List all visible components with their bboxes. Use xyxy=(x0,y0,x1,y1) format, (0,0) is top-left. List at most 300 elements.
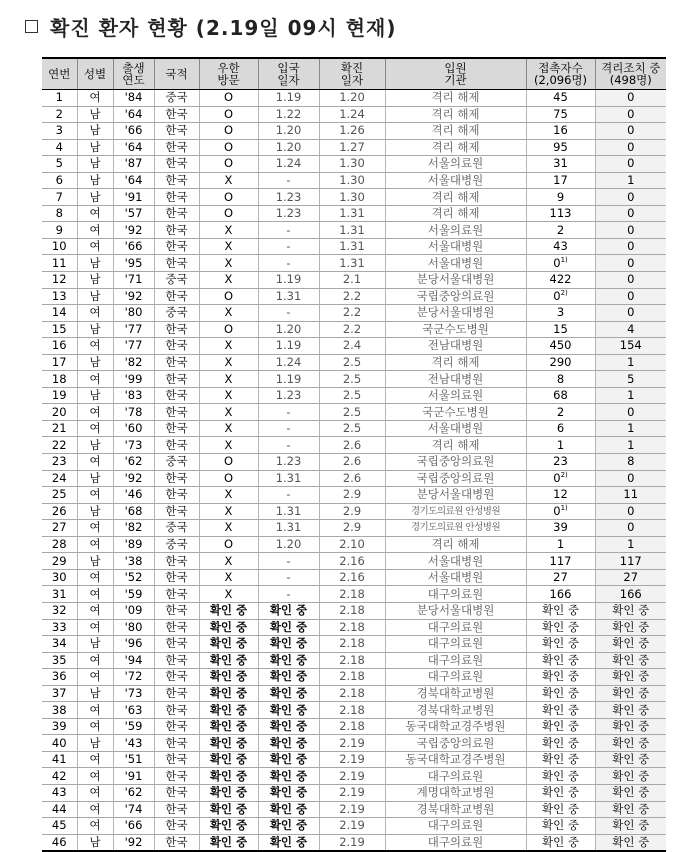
cell-no: 26 xyxy=(42,503,77,520)
cell-entry-date: 1.20 xyxy=(258,321,319,338)
cell-wuhan-visit: X xyxy=(199,172,258,189)
cell-birth-year: '68 xyxy=(113,503,154,520)
cell-entry-date: 1.31 xyxy=(258,520,319,537)
cell-no: 20 xyxy=(42,404,77,421)
cell-contacts: 확인 중 xyxy=(526,784,595,801)
cell-confirm-date: 2.9 xyxy=(319,520,385,537)
cell-hospital: 대구의료원 xyxy=(385,619,526,636)
cell-no: 46 xyxy=(42,834,77,851)
cell-no: 29 xyxy=(42,553,77,570)
table-row xyxy=(42,371,666,388)
cell-sex: 여 xyxy=(77,652,113,669)
cell-no: 37 xyxy=(42,685,77,702)
cell-birth-year: '87 xyxy=(113,156,154,173)
cell-nationality: 한국 xyxy=(154,437,199,454)
cell-contacts: 확인 중 xyxy=(526,636,595,653)
cell-hospital: 경북대학교병원 xyxy=(385,685,526,702)
cell-entry-date: 확인 중 xyxy=(258,619,319,636)
cell-no: 5 xyxy=(42,156,77,173)
cell-no: 11 xyxy=(42,255,77,272)
cell-contacts: 확인 중 xyxy=(526,801,595,818)
cell-confirm-date: 2.5 xyxy=(319,371,385,388)
cell-isolated: 0 xyxy=(595,305,666,322)
cell-contacts: 43 xyxy=(526,238,595,255)
cell-birth-year: '73 xyxy=(113,437,154,454)
cell-confirm-date: 1.30 xyxy=(319,172,385,189)
cell-birth-year: '91 xyxy=(113,189,154,206)
cell-nationality: 한국 xyxy=(154,834,199,851)
cell-hospital: 동국대학교경주병원 xyxy=(385,751,526,768)
cell-wuhan-visit: X xyxy=(199,272,258,289)
cell-wuhan-visit: O xyxy=(199,189,258,206)
cell-wuhan-visit: O xyxy=(199,321,258,338)
header-cell: 우한 방문 xyxy=(199,58,258,90)
cell-confirm-date: 2.18 xyxy=(319,619,385,636)
cell-sex: 남 xyxy=(77,106,113,123)
cell-birth-year: '64 xyxy=(113,172,154,189)
cell-birth-year: '99 xyxy=(113,371,154,388)
cell-wuhan-visit: X xyxy=(199,387,258,404)
cell-hospital: 분당서울대병원 xyxy=(385,487,526,504)
cell-wuhan-visit: O xyxy=(199,536,258,553)
table-row xyxy=(42,354,666,371)
cell-contacts: 2 xyxy=(526,404,595,421)
table-row xyxy=(42,536,666,553)
table-row xyxy=(42,437,666,454)
cell-confirm-date: 2.5 xyxy=(319,420,385,437)
cell-contacts: 290 xyxy=(526,354,595,371)
cell-nationality: 한국 xyxy=(154,784,199,801)
cell-no: 1 xyxy=(42,90,77,107)
cell-nationality: 한국 xyxy=(154,503,199,520)
cell-nationality: 한국 xyxy=(154,106,199,123)
table-row xyxy=(42,156,666,173)
cell-isolated: 0 xyxy=(595,189,666,206)
cell-no: 36 xyxy=(42,669,77,686)
cell-isolated: 0 xyxy=(595,255,666,272)
cell-contacts: 6 xyxy=(526,420,595,437)
cell-nationality: 한국 xyxy=(154,602,199,619)
cell-entry-date: 확인 중 xyxy=(258,669,319,686)
cell-sex: 남 xyxy=(77,288,113,305)
cell-nationality: 중국 xyxy=(154,272,199,289)
cell-entry-date: 확인 중 xyxy=(258,801,319,818)
cell-no: 27 xyxy=(42,520,77,537)
patient-table xyxy=(42,57,666,852)
table-row xyxy=(42,669,666,686)
cell-entry-date: 1.19 xyxy=(258,90,319,107)
cell-entry-date: 확인 중 xyxy=(258,818,319,835)
cell-isolated: 확인 중 xyxy=(595,768,666,785)
cell-birth-year: '92 xyxy=(113,834,154,851)
cell-nationality: 한국 xyxy=(154,619,199,636)
cell-hospital: 경북대학교병원 xyxy=(385,702,526,719)
cell-birth-year: '57 xyxy=(113,205,154,222)
cell-entry-date: - xyxy=(258,305,319,322)
cell-confirm-date: 2.5 xyxy=(319,404,385,421)
cell-isolated: 0 xyxy=(595,156,666,173)
cell-nationality: 한국 xyxy=(154,487,199,504)
cell-isolated: 1 xyxy=(595,536,666,553)
header-cell: 성별 xyxy=(77,58,113,90)
table-row xyxy=(42,321,666,338)
cell-wuhan-visit: 확인 중 xyxy=(199,784,258,801)
cell-wuhan-visit: O xyxy=(199,288,258,305)
table-row xyxy=(42,272,666,289)
cell-hospital: 서울대병원 xyxy=(385,172,526,189)
cell-contacts: 95 xyxy=(526,139,595,156)
cell-no: 7 xyxy=(42,189,77,206)
cell-isolated: 8 xyxy=(595,454,666,471)
cell-wuhan-visit: 확인 중 xyxy=(199,636,258,653)
cell-hospital: 국립중앙의료원 xyxy=(385,470,526,487)
cell-confirm-date: 1.31 xyxy=(319,222,385,239)
cell-confirm-date: 2.16 xyxy=(319,553,385,570)
cell-sex: 여 xyxy=(77,536,113,553)
cell-contacts: 17 xyxy=(526,172,595,189)
cell-wuhan-visit: 확인 중 xyxy=(199,801,258,818)
cell-birth-year: '78 xyxy=(113,404,154,421)
cell-hospital: 경기도의료원 안성병원 xyxy=(385,503,526,520)
cell-hospital: 격리 해제 xyxy=(385,90,526,107)
cell-sex: 여 xyxy=(77,420,113,437)
cell-sex: 여 xyxy=(77,669,113,686)
cell-birth-year: '94 xyxy=(113,652,154,669)
cell-entry-date: - xyxy=(258,487,319,504)
cell-entry-date: 1.23 xyxy=(258,205,319,222)
cell-sex: 여 xyxy=(77,751,113,768)
cell-wuhan-visit: O xyxy=(199,139,258,156)
cell-sex: 남 xyxy=(77,636,113,653)
cell-sex: 남 xyxy=(77,437,113,454)
cell-confirm-date: 2.6 xyxy=(319,437,385,454)
cell-entry-date: - xyxy=(258,586,319,603)
cell-wuhan-visit: O xyxy=(199,106,258,123)
cell-nationality: 중국 xyxy=(154,520,199,537)
cell-nationality: 한국 xyxy=(154,818,199,835)
table-row xyxy=(42,387,666,404)
cell-wuhan-visit: X xyxy=(199,553,258,570)
cell-entry-date: 1.20 xyxy=(258,139,319,156)
header-cell: 입국 일자 xyxy=(258,58,319,90)
table-row xyxy=(42,470,666,487)
cell-no: 9 xyxy=(42,222,77,239)
cell-no: 30 xyxy=(42,569,77,586)
cell-nationality: 한국 xyxy=(154,238,199,255)
cell-birth-year: '51 xyxy=(113,751,154,768)
table-row xyxy=(42,123,666,140)
cell-wuhan-visit: O xyxy=(199,156,258,173)
cell-birth-year: '71 xyxy=(113,272,154,289)
cell-contacts: 45 xyxy=(526,90,595,107)
cell-sex: 남 xyxy=(77,189,113,206)
cell-hospital: 대구의료원 xyxy=(385,652,526,669)
cell-isolated: 11 xyxy=(595,487,666,504)
table-row xyxy=(42,652,666,669)
cell-birth-year: '73 xyxy=(113,685,154,702)
cell-wuhan-visit: X xyxy=(199,420,258,437)
cell-contacts: 1 xyxy=(526,437,595,454)
cell-contacts: 확인 중 xyxy=(526,768,595,785)
cell-wuhan-visit: 확인 중 xyxy=(199,768,258,785)
cell-sex: 남 xyxy=(77,553,113,570)
table-row xyxy=(42,404,666,421)
cell-birth-year: '62 xyxy=(113,784,154,801)
cell-contacts: 2 xyxy=(526,222,595,239)
cell-confirm-date: 2.4 xyxy=(319,338,385,355)
cell-confirm-date: 2.19 xyxy=(319,735,385,752)
cell-hospital: 분당서울대병원 xyxy=(385,305,526,322)
cell-no: 39 xyxy=(42,718,77,735)
header-cell: 확진 일자 xyxy=(319,58,385,90)
cell-contacts: 확인 중 xyxy=(526,669,595,686)
cell-hospital: 전남대병원 xyxy=(385,371,526,388)
cell-no: 3 xyxy=(42,123,77,140)
cell-confirm-date: 2.19 xyxy=(319,768,385,785)
cell-confirm-date: 2.9 xyxy=(319,487,385,504)
cell-sex: 여 xyxy=(77,454,113,471)
cell-contacts: 0$^{2)}$ xyxy=(526,288,595,305)
cell-isolated: 5 xyxy=(595,371,666,388)
cell-isolated: 0 xyxy=(595,139,666,156)
cell-isolated: 0 xyxy=(595,106,666,123)
cell-sex: 여 xyxy=(77,702,113,719)
cell-sex: 여 xyxy=(77,305,113,322)
cell-birth-year: '64 xyxy=(113,139,154,156)
cell-nationality: 한국 xyxy=(154,321,199,338)
cell-contacts: 확인 중 xyxy=(526,818,595,835)
cell-contacts: 113 xyxy=(526,205,595,222)
cell-nationality: 한국 xyxy=(154,751,199,768)
cell-hospital: 격리 해제 xyxy=(385,354,526,371)
cell-birth-year: '46 xyxy=(113,487,154,504)
cell-no: 2 xyxy=(42,106,77,123)
cell-isolated: 0 xyxy=(595,520,666,537)
cell-contacts: 68 xyxy=(526,387,595,404)
cell-sex: 남 xyxy=(77,139,113,156)
cell-sex: 여 xyxy=(77,586,113,603)
cell-no: 22 xyxy=(42,437,77,454)
cell-confirm-date: 1.30 xyxy=(319,189,385,206)
cell-nationality: 한국 xyxy=(154,652,199,669)
cell-nationality: 한국 xyxy=(154,718,199,735)
cell-entry-date: 확인 중 xyxy=(258,636,319,653)
cell-confirm-date: 2.10 xyxy=(319,536,385,553)
cell-birth-year: '82 xyxy=(113,354,154,371)
cell-confirm-date: 1.31 xyxy=(319,205,385,222)
cell-hospital: 계명대학교병원 xyxy=(385,784,526,801)
cell-no: 40 xyxy=(42,735,77,752)
table-row xyxy=(42,288,666,305)
cell-no: 25 xyxy=(42,487,77,504)
cell-hospital: 격리 해제 xyxy=(385,536,526,553)
cell-sex: 남 xyxy=(77,272,113,289)
cell-entry-date: - xyxy=(258,222,319,239)
cell-isolated: 1 xyxy=(595,172,666,189)
cell-no: 35 xyxy=(42,652,77,669)
cell-entry-date: 확인 중 xyxy=(258,685,319,702)
cell-confirm-date: 2.18 xyxy=(319,669,385,686)
cell-no: 6 xyxy=(42,172,77,189)
cell-birth-year: '92 xyxy=(113,470,154,487)
cell-isolated: 4 xyxy=(595,321,666,338)
cell-confirm-date: 2.18 xyxy=(319,586,385,603)
cell-no: 23 xyxy=(42,454,77,471)
cell-isolated: 확인 중 xyxy=(595,735,666,752)
cell-confirm-date: 2.18 xyxy=(319,602,385,619)
cell-wuhan-visit: 확인 중 xyxy=(199,818,258,835)
cell-entry-date: 확인 중 xyxy=(258,702,319,719)
cell-contacts: 12 xyxy=(526,487,595,504)
cell-birth-year: '09 xyxy=(113,602,154,619)
cell-no: 45 xyxy=(42,818,77,835)
cell-confirm-date: 2.2 xyxy=(319,321,385,338)
table-row xyxy=(42,784,666,801)
cell-isolated: 1 xyxy=(595,420,666,437)
cell-confirm-date: 1.30 xyxy=(319,156,385,173)
cell-confirm-date: 2.2 xyxy=(319,305,385,322)
cell-contacts: 확인 중 xyxy=(526,718,595,735)
cell-hospital: 국립중앙의료원 xyxy=(385,454,526,471)
cell-confirm-date: 2.19 xyxy=(319,784,385,801)
cell-entry-date: 확인 중 xyxy=(258,718,319,735)
cell-entry-date: 1.19 xyxy=(258,272,319,289)
cell-nationality: 한국 xyxy=(154,404,199,421)
table-row xyxy=(42,834,666,851)
cell-entry-date: 확인 중 xyxy=(258,652,319,669)
cell-contacts: 8 xyxy=(526,371,595,388)
cell-contacts: 확인 중 xyxy=(526,834,595,851)
cell-birth-year: '77 xyxy=(113,321,154,338)
cell-sex: 남 xyxy=(77,255,113,272)
cell-wuhan-visit: 확인 중 xyxy=(199,751,258,768)
cell-confirm-date: 2.19 xyxy=(319,834,385,851)
cell-hospital: 대구의료원 xyxy=(385,834,526,851)
cell-confirm-date: 1.27 xyxy=(319,139,385,156)
cell-isolated: 확인 중 xyxy=(595,751,666,768)
cell-wuhan-visit: X xyxy=(199,238,258,255)
cell-birth-year: '84 xyxy=(113,90,154,107)
table-row xyxy=(42,818,666,835)
cell-isolated: 0 xyxy=(595,503,666,520)
cell-wuhan-visit: O xyxy=(199,205,258,222)
cell-sex: 남 xyxy=(77,123,113,140)
table-row xyxy=(42,90,666,107)
cell-wuhan-visit: X xyxy=(199,586,258,603)
page-title xyxy=(25,8,396,44)
cell-wuhan-visit: O xyxy=(199,454,258,471)
cell-isolated: 0 xyxy=(595,123,666,140)
cell-hospital: 대구의료원 xyxy=(385,818,526,835)
cell-birth-year: '66 xyxy=(113,238,154,255)
cell-birth-year: '96 xyxy=(113,636,154,653)
cell-no: 15 xyxy=(42,321,77,338)
cell-contacts: 0$^{1)}$ xyxy=(526,255,595,272)
cell-entry-date: 확인 중 xyxy=(258,602,319,619)
cell-birth-year: '72 xyxy=(113,669,154,686)
cell-hospital: 격리 해제 xyxy=(385,106,526,123)
cell-no: 21 xyxy=(42,420,77,437)
cell-no: 19 xyxy=(42,387,77,404)
cell-wuhan-visit: X xyxy=(199,222,258,239)
table-row xyxy=(42,503,666,520)
cell-hospital: 국군수도병원 xyxy=(385,321,526,338)
cell-no: 43 xyxy=(42,784,77,801)
cell-sex: 남 xyxy=(77,172,113,189)
cell-birth-year: '77 xyxy=(113,338,154,355)
cell-contacts: 15 xyxy=(526,321,595,338)
cell-birth-year: '52 xyxy=(113,569,154,586)
cell-entry-date: 1.24 xyxy=(258,156,319,173)
cell-nationality: 한국 xyxy=(154,338,199,355)
cell-wuhan-visit: X xyxy=(199,305,258,322)
table-row xyxy=(42,801,666,818)
cell-hospital: 분당서울대병원 xyxy=(385,272,526,289)
cell-sex: 남 xyxy=(77,503,113,520)
cell-nationality: 한국 xyxy=(154,139,199,156)
cell-confirm-date: 1.31 xyxy=(319,238,385,255)
cell-isolated: 154 xyxy=(595,338,666,355)
cell-wuhan-visit: 확인 중 xyxy=(199,735,258,752)
cell-nationality: 한국 xyxy=(154,685,199,702)
cell-nationality: 한국 xyxy=(154,553,199,570)
cell-no: 44 xyxy=(42,801,77,818)
cell-contacts: 23 xyxy=(526,454,595,471)
cell-isolated: 0 xyxy=(595,238,666,255)
cell-birth-year: '95 xyxy=(113,255,154,272)
table-row xyxy=(42,305,666,322)
cell-no: 42 xyxy=(42,768,77,785)
header-cell: 출생 연도 xyxy=(113,58,154,90)
cell-isolated: 0 xyxy=(595,205,666,222)
cell-wuhan-visit: X xyxy=(199,338,258,355)
header-cell: 접촉자수 (2,096명) xyxy=(526,58,595,90)
table-row xyxy=(42,420,666,437)
table-row xyxy=(42,685,666,702)
cell-nationality: 한국 xyxy=(154,205,199,222)
cell-entry-date: - xyxy=(258,569,319,586)
header-cell: 격리조치 중 (498명) xyxy=(595,58,666,90)
cell-confirm-date: 2.19 xyxy=(319,818,385,835)
cell-hospital: 서울의료원 xyxy=(385,222,526,239)
cell-sex: 여 xyxy=(77,768,113,785)
cell-contacts: 9 xyxy=(526,189,595,206)
cell-entry-date: 1.20 xyxy=(258,123,319,140)
cell-isolated: 27 xyxy=(595,569,666,586)
cell-contacts: 확인 중 xyxy=(526,751,595,768)
table-row xyxy=(42,602,666,619)
table-row xyxy=(42,735,666,752)
cell-nationality: 한국 xyxy=(154,387,199,404)
cell-nationality: 한국 xyxy=(154,586,199,603)
cell-nationality: 한국 xyxy=(154,354,199,371)
table-row xyxy=(42,338,666,355)
cell-sex: 여 xyxy=(77,784,113,801)
cell-sex: 여 xyxy=(77,222,113,239)
cell-no: 10 xyxy=(42,238,77,255)
cell-entry-date: 확인 중 xyxy=(258,784,319,801)
cell-entry-date: 1.31 xyxy=(258,288,319,305)
cell-sex: 여 xyxy=(77,619,113,636)
cell-contacts: 39 xyxy=(526,520,595,537)
cell-isolated: 0 xyxy=(595,90,666,107)
cell-isolated: 확인 중 xyxy=(595,669,666,686)
cell-wuhan-visit: 확인 중 xyxy=(199,702,258,719)
cell-no: 41 xyxy=(42,751,77,768)
cell-hospital: 국립중앙의료원 xyxy=(385,288,526,305)
cell-nationality: 한국 xyxy=(154,768,199,785)
cell-no: 12 xyxy=(42,272,77,289)
